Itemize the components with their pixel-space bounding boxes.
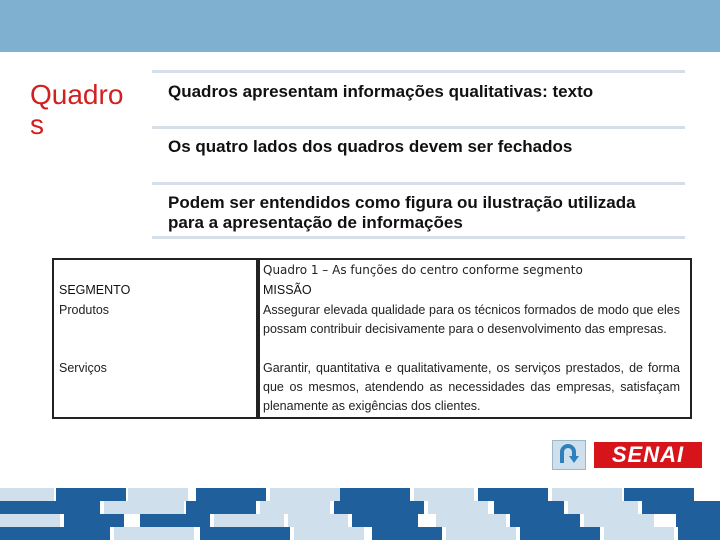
tile (104, 501, 184, 514)
tile (510, 514, 580, 527)
back-button[interactable] (552, 440, 586, 470)
tile (372, 527, 442, 540)
tile (56, 488, 126, 501)
tile (0, 488, 54, 501)
tile (128, 488, 188, 501)
u-turn-arrow-icon (553, 441, 585, 469)
header-segmento: SEGMENTO (59, 283, 131, 297)
tile (678, 527, 720, 540)
tile (568, 501, 638, 514)
tile (552, 488, 622, 501)
top-band (0, 0, 720, 52)
tile (478, 488, 548, 501)
senai-logo (594, 442, 702, 468)
tile (260, 501, 330, 514)
tile (604, 527, 674, 540)
tile (288, 514, 348, 527)
tile (676, 514, 720, 527)
table-cell-mission: Garantir, quantitativa e qualitativamente, os serviços prestados, de forma que os mesmos, atendendo as necessidades das empresas, satisfaçam plenamente as exigências dos clientes. (263, 361, 680, 413)
tile (0, 501, 100, 514)
bullet-3: Podem ser entendidos como figura ou ilustração utilizada para a apresentação de informações (168, 193, 636, 232)
tile (214, 514, 284, 527)
tile (624, 488, 694, 501)
tile (340, 488, 410, 501)
header-missao: MISSÃO (263, 283, 312, 297)
tile (140, 514, 210, 527)
tile (196, 488, 266, 501)
tile (270, 488, 340, 501)
tile (294, 527, 364, 540)
tile (436, 514, 506, 527)
divider (152, 70, 685, 73)
tile (200, 527, 290, 540)
logo-text: SENAI (611, 442, 685, 467)
divider (152, 126, 685, 129)
table-caption: Quadro 1 – As funções do centro conforme segmento (263, 263, 583, 277)
tile (352, 514, 418, 527)
slide-title: Quadro s (30, 79, 124, 140)
table-cell-segment: Serviços (59, 361, 107, 375)
tile (0, 527, 110, 540)
tile (114, 527, 194, 540)
tile (0, 514, 60, 527)
bullet-2: Os quatro lados dos quadros devem ser fechados (168, 137, 573, 156)
tile (186, 501, 256, 514)
table-cell-segment: Produtos (59, 303, 110, 317)
tile (414, 488, 474, 501)
divider (152, 236, 685, 239)
tile (334, 501, 424, 514)
bullet-1: Quadros apresentam informações qualitativas: texto (168, 82, 594, 101)
tile-band (0, 488, 720, 540)
tile (584, 514, 654, 527)
tile (446, 527, 516, 540)
tile (64, 514, 124, 527)
tile (520, 527, 600, 540)
tile (428, 501, 488, 514)
tile (494, 501, 564, 514)
divider (152, 182, 685, 185)
table-cell-mission: Assegurar elevada qualidade para os técnicos formados de modo que eles possam contribuir decisivamente para o desenvolvimento das empresas. (263, 303, 680, 336)
tile (642, 501, 720, 514)
